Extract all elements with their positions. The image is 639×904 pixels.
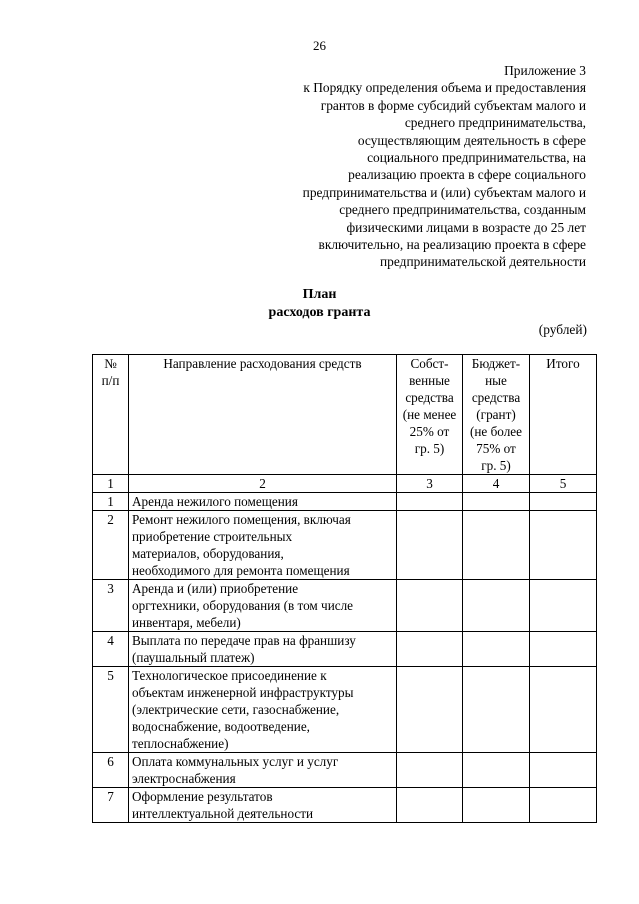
appendix-header (246, 62, 586, 271)
cell-text-line: материалов, оборудования, (132, 546, 284, 561)
appendix-line: среднего предпринимательства, (404, 115, 586, 131)
header-cell-budget-funds (463, 355, 530, 475)
header-cell-number (93, 355, 129, 475)
cell-text-line: оргтехники, оборудования (в том числе (132, 598, 354, 613)
total-cell (530, 511, 597, 580)
appendix-line: реализацию проекта в сфере социального (348, 167, 586, 183)
cell-text-line: Аренда нежилого помещения (132, 494, 298, 509)
appendix-line: включительно, на реализацию проекта в сфере (318, 237, 586, 253)
column-number-cell: 4 (463, 475, 530, 493)
own-funds-cell (397, 580, 463, 632)
cell-text-line: инвентаря, мебели) (132, 615, 241, 630)
budget-funds-cell (463, 667, 530, 753)
cell-text-line: гр. 5) (481, 458, 511, 473)
cell-text-line: (грант) (476, 407, 516, 422)
cell-text-line: Ремонт нежилого помещения, включая (132, 512, 351, 527)
budget-funds-cell (463, 511, 530, 580)
cell-text-line: водоснабжение, водоотведение, (132, 719, 310, 734)
cell-text-line: Оплата коммунальных услуг и услуг (132, 754, 339, 769)
table-row (93, 580, 597, 632)
expense-direction-cell (129, 580, 397, 632)
header-cell-total (530, 355, 597, 475)
cell-text-line: 75% от (476, 441, 516, 456)
cell-text-line: средства (405, 390, 454, 405)
cell-text-line: гр. 5) (414, 441, 445, 456)
own-funds-cell (397, 667, 463, 753)
appendix-line: осуществляющим деятельность в сфере (357, 132, 586, 148)
cell-text-line: (паушальный платеж) (132, 650, 255, 665)
column-number-row (93, 475, 597, 493)
cell-text-line: (не более (469, 424, 523, 439)
column-number-cell: 2 (129, 475, 397, 493)
row-number-cell: 5 (93, 667, 129, 753)
document-title (0, 286, 639, 322)
appendix-line: среднего предпринимательства, созданным (339, 202, 586, 218)
cell-text-line: Оформление результатов (132, 789, 273, 804)
row-number-cell: 6 (93, 753, 129, 788)
appendix-line: физическими лицами в возрасте до 25 лет (346, 219, 586, 235)
title-line: расходов гранта (268, 305, 371, 320)
units-label: (рублей) (538, 322, 587, 337)
total-cell (530, 753, 597, 788)
cell-text-line: интеллектуальной деятельности (132, 806, 314, 821)
cell-text-line: Итого (546, 356, 580, 371)
cell-text-line: Бюджет- (471, 356, 521, 371)
row-number-cell: 3 (93, 580, 129, 632)
table-row (93, 511, 597, 580)
own-funds-cell (397, 632, 463, 667)
expense-direction-cell (129, 753, 397, 788)
cell-text-line: Направление расходования средств (163, 356, 362, 371)
appendix-line: к Порядку определения объема и предоставления (303, 80, 586, 96)
cell-text-line: ные (485, 373, 507, 388)
appendix-line: предпринимательства и (или) субъектам малого и (302, 184, 586, 200)
expense-direction-cell (129, 667, 397, 753)
header-row (93, 355, 597, 475)
total-cell (530, 580, 597, 632)
cell-text-line: 25% от (409, 424, 450, 439)
budget-funds-cell (463, 788, 530, 823)
own-funds-cell (397, 511, 463, 580)
cell-text-line: (не менее (402, 407, 457, 422)
header-cell-direction (129, 355, 397, 475)
table-row (93, 493, 597, 511)
budget-funds-cell (463, 493, 530, 511)
own-funds-cell (397, 493, 463, 511)
row-number-cell: 4 (93, 632, 129, 667)
total-cell (530, 788, 597, 823)
cell-text-line: № (104, 356, 117, 371)
header-cell-own-funds (397, 355, 463, 475)
own-funds-cell (397, 788, 463, 823)
row-number-cell: 2 (93, 511, 129, 580)
table-row (93, 632, 597, 667)
expense-plan-table (92, 354, 597, 823)
row-number-cell: 1 (93, 493, 129, 511)
cell-text-line: электроснабжения (132, 771, 236, 786)
expense-direction-cell (129, 511, 397, 580)
cell-text-line: п/п (101, 373, 120, 388)
cell-text-line: средства (471, 390, 521, 405)
budget-funds-cell (463, 753, 530, 788)
own-funds-cell (397, 753, 463, 788)
total-cell (530, 493, 597, 511)
cell-text-line: Аренда и (или) приобретение (132, 581, 299, 596)
appendix-line: Приложение 3 (504, 63, 586, 78)
cell-text-line: (электрические сети, газоснабжение, (132, 702, 340, 717)
appendix-line: предпринимательской деятельности (380, 254, 586, 270)
cell-text-line: Технологическое присоединение к (132, 668, 327, 683)
cell-text-line: необходимого для ремонта помещения (132, 563, 350, 578)
total-cell (530, 667, 597, 753)
page-number: 26 (313, 38, 326, 53)
expense-direction-cell (129, 632, 397, 667)
budget-funds-cell (463, 632, 530, 667)
cell-text-line: венные (409, 373, 450, 388)
expense-direction-cell (129, 788, 397, 823)
appendix-line: грантов в форме субсидий субъектам малого и (320, 97, 586, 113)
cell-text-line: Собст- (410, 356, 449, 371)
column-number-cell: 3 (397, 475, 463, 493)
table-row (93, 667, 597, 753)
cell-text-line: объектам инженерной инфраструктуры (132, 685, 354, 700)
total-cell (530, 632, 597, 667)
table-row (93, 788, 597, 823)
expense-direction-cell (129, 493, 397, 511)
title-line: План (302, 287, 337, 302)
appendix-line: социального предпринимательства, на (367, 150, 586, 166)
column-number-cell: 5 (530, 475, 597, 493)
table-row (93, 753, 597, 788)
budget-funds-cell (463, 580, 530, 632)
column-number-cell: 1 (93, 475, 129, 493)
cell-text-line: приобретение строительных (132, 529, 293, 544)
cell-text-line: Выплата по передаче прав на франшизу (132, 633, 356, 648)
cell-text-line: теплоснабжение) (132, 736, 229, 751)
row-number-cell: 7 (93, 788, 129, 823)
